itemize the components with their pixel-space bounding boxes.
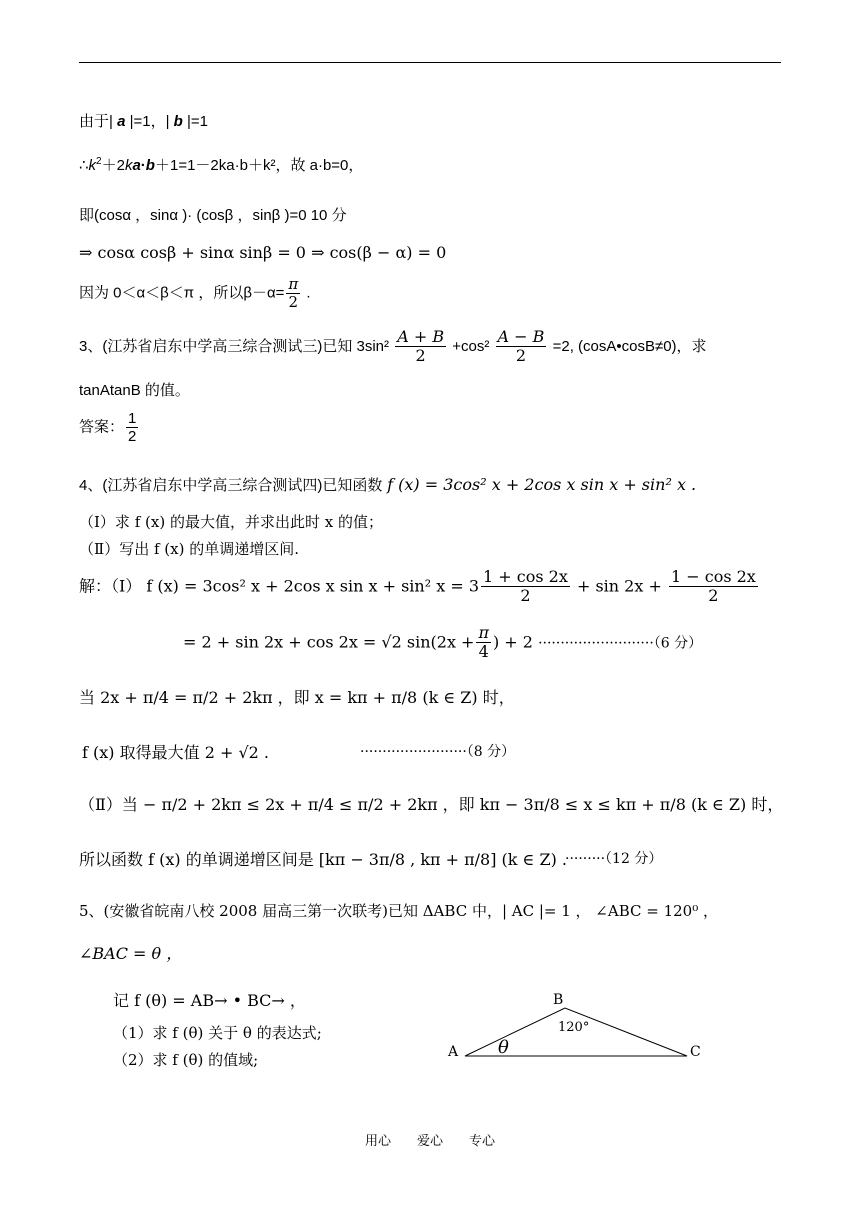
solution-line-2 (183, 624, 702, 662)
answer-fraction (126, 410, 138, 446)
solution-line-1 (79, 568, 760, 606)
q4-function: f (x) = 3cos² x + 2cos x sin x + sin² x . (387, 475, 697, 494)
solution-mid: + sin 2x + (576, 576, 662, 596)
max-value-score: ························（8 分） (360, 744, 516, 760)
q3-fraction-sum (395, 328, 446, 366)
max-value-line: f (x) 取得最大值 2 + √2 . (82, 743, 269, 762)
solution-label: 解：（Ⅰ） f (x) = 3cos² x + 2cos x sin x + sin² x = 3 (79, 576, 480, 596)
sol-frac1-den: 2 (520, 586, 531, 606)
solution-frac-1 (481, 568, 570, 606)
text-line-magnitudes: 由于| a |=1，| b |=1 (79, 113, 208, 130)
question-5-part-1: （1）求 f (θ) 关于 θ 的表达式; (113, 1024, 322, 1042)
question-5-line-2: ∠BAC = θ ， (79, 944, 183, 963)
sol-frac1-num: 1 + cos 2x (483, 567, 568, 586)
angle-b-label: 120° (558, 1020, 590, 1035)
q3-tail: =2, (cosA•cosB≠0)，求 (552, 337, 707, 355)
q3-frac2-den: 2 (515, 346, 527, 366)
text-line-conclusion: 因为 0＜α＜β＜π ，所以β－α= $\frac{\pi}{2}$ . (79, 275, 311, 312)
answer-den: 2 (128, 428, 137, 446)
text-line-expansion: $\therefore k^2+2ka\cdot b+1=1-2ka\cdot b+k^2$，故 a·b=0， (79, 156, 364, 174)
when-line: 当 2x + π/4 = π/2 + 2kπ ，即 x = kπ + π/8 (k ∈ Z) 时， (79, 688, 515, 707)
q3-intro: 3、(江苏省启东中学高三综合测试三)已知 3sin² (79, 337, 390, 355)
question-4-line (79, 477, 696, 493)
q3-frac1-num: A + B (397, 327, 445, 346)
header-rule (79, 62, 781, 63)
footer-item-1: 用心 (364, 1134, 391, 1149)
q3-frac2-num: A − B (497, 327, 545, 346)
part-2-line: （Ⅱ）当 − π/2 + 2kπ ≤ 2x + π/4 ≤ π/2 + 2kπ ，即 kπ − 3π/8 ≤ x ≤ kπ + π/8 (k ∈ Z) 时， (79, 795, 784, 814)
text-line-dot-product: 即(cosα ，sinα )· (cosβ ，sinβ )=0 10 分 (79, 207, 347, 224)
page-footer (0, 1130, 860, 1149)
question-5-line: 5、(安徽省皖南八校 2008 届高三第一次联考)已知 ΔABC 中，| AC |= 1 ， ∠ABC = 120⁰ ， (79, 902, 719, 920)
sol-frac2-den: 2 (708, 586, 719, 606)
question-4-part-1: （Ⅰ）求 f (x) 的最大值，并求出此时 x 的值； (79, 513, 383, 531)
fraction-pi-over-2: $\frac{\pi}{2}$ (288, 275, 299, 312)
conclusion-text: 因为 0＜α＜β＜π ，所以β－α= (79, 284, 285, 302)
expansion-tail: 1=1－2ka·b＋k²，故 a·b=0， (169, 157, 364, 174)
q3-frac1-den: 2 (415, 346, 426, 366)
answer-label: 答案： (79, 418, 125, 436)
q4-intro: 4、(江苏省启东中学高三综合测试四)已知函数 (79, 477, 383, 494)
solution-2-score: ··························（6 分） (538, 635, 703, 652)
solution-frac-2 (669, 568, 758, 606)
math-implication-line: ⇒ cosα cosβ + sinα sinβ = 0 ⇒ cos(β − α) = 0 (79, 243, 447, 262)
q3-fraction-diff (496, 328, 547, 366)
question-5-part-2: （2）求 f (θ) 的值域; (113, 1051, 259, 1069)
question-3-line-2: tanAtanB 的值。 (79, 382, 190, 399)
question-3-line (79, 328, 707, 366)
interval-line: 所以函数 f (x) 的单调递增区间是 [kπ − 3π/8 , kπ + π/8] (k ∈ Z) . (79, 850, 568, 869)
sol2-frac-den: 4 (478, 642, 489, 662)
solution-2-frac (476, 624, 491, 662)
vertex-b-label: B (553, 992, 564, 1008)
q3-mid: +cos² (452, 337, 490, 355)
footer-item-2: 爱心 (416, 1134, 443, 1149)
question-5-definition: 记 f (θ) = AB→ • BC→ ， (113, 991, 306, 1010)
interval-score: ·········（12 分） (565, 851, 663, 867)
sol-frac2-num: 1 − cos 2x (670, 567, 756, 586)
triangle-figure (440, 990, 740, 1080)
sol2-frac-num: π (478, 623, 489, 642)
solution-2-pre: = 2 + sin 2x + cos 2x = √2 sin(2x + (183, 632, 475, 652)
question-4-part-2: （Ⅱ）写出 f (x) 的单调递增区间. (79, 540, 299, 558)
answer-num: 1 (128, 410, 137, 427)
answer-line (79, 410, 140, 446)
vertex-a-label: A (448, 1044, 459, 1060)
vertex-c-label: C (690, 1044, 701, 1060)
angle-a-label: θ (498, 1037, 509, 1058)
footer-item-3: 专心 (469, 1134, 496, 1149)
solution-2-post: ) + 2 (492, 632, 533, 652)
